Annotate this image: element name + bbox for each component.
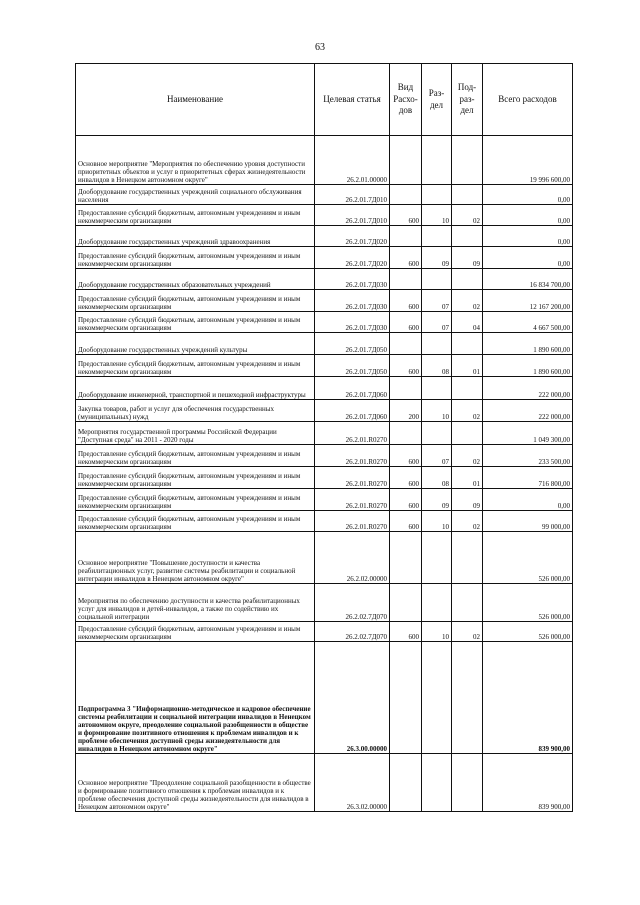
table-row	[76, 467, 573, 489]
row-razdel	[422, 333, 452, 355]
row-total: 12 167 200,00	[483, 290, 573, 312]
row-code: 26.2.01.7Д020	[315, 226, 390, 247]
row-code: 26.2.01.R0270	[315, 511, 390, 532]
row-total: 1 890 600,00	[483, 355, 573, 377]
row-podrazdel	[452, 136, 483, 185]
table-row	[76, 205, 573, 226]
row-vid: 200	[390, 400, 422, 422]
row-name: Мероприятия по обеспечению доступности и качества реабилитационных услуг для инвалидов и детей-инвалидов, а также по содействию их социальной интеграции	[76, 584, 315, 622]
row-vid: 600	[390, 489, 422, 511]
row-razdel: 07	[422, 290, 452, 312]
row-name: Дооборудование государственных учреждений здравоохранения	[76, 226, 315, 247]
table-row	[76, 290, 573, 312]
row-vid	[390, 584, 422, 622]
row-code: 26.2.01.R0270	[315, 467, 390, 489]
table-row	[76, 333, 573, 355]
table-row	[76, 269, 573, 290]
row-code: 26.2.01.7Д030	[315, 312, 390, 333]
row-name: Предоставление субсидий бюджетным, автономным учреждениям и иным некоммерческим организациям	[76, 489, 315, 511]
row-vid: 600	[390, 312, 422, 333]
row-podrazdel: 01	[452, 355, 483, 377]
header-total: Всего расходов	[483, 64, 573, 136]
table-row	[76, 511, 573, 532]
table-row	[76, 422, 573, 445]
row-razdel: 09	[422, 247, 452, 269]
row-code: 26.2.01.7Д010	[315, 185, 390, 205]
row-podrazdel	[452, 584, 483, 622]
row-razdel	[422, 269, 452, 290]
row-razdel	[422, 642, 452, 754]
row-total: 222 000,00	[483, 377, 573, 400]
row-code: 26.2.01.7Д050	[315, 333, 390, 355]
row-name: Предоставление субсидий бюджетным, автономным учреждениям и иным некоммерческим организациям	[76, 445, 315, 467]
table-row	[76, 400, 573, 422]
row-vid	[390, 333, 422, 355]
row-vid	[390, 185, 422, 205]
row-podrazdel	[452, 532, 483, 584]
row-razdel	[422, 584, 452, 622]
row-razdel	[422, 136, 452, 185]
table-row	[76, 532, 573, 584]
row-podrazdel	[452, 226, 483, 247]
row-total: 0,00	[483, 226, 573, 247]
row-razdel	[422, 754, 452, 812]
row-vid: 600	[390, 290, 422, 312]
row-total: 526 000,00	[483, 584, 573, 622]
row-code: 26.3.00.00000	[315, 642, 390, 754]
row-razdel: 10	[422, 511, 452, 532]
row-code: 26.2.02.00000	[315, 532, 390, 584]
row-vid: 600	[390, 622, 422, 642]
row-razdel: 07	[422, 445, 452, 467]
row-razdel: 07	[422, 312, 452, 333]
row-razdel: 10	[422, 622, 452, 642]
row-name: Дооборудование государственных учреждений социального обслуживания населения	[76, 185, 315, 205]
row-total: 4 667 500,00	[483, 312, 573, 333]
row-total: 0,00	[483, 185, 573, 205]
table-row	[76, 489, 573, 511]
row-vid	[390, 136, 422, 185]
row-total: 16 834 700,00	[483, 269, 573, 290]
row-vid: 600	[390, 511, 422, 532]
row-total: 526 000,00	[483, 532, 573, 584]
table-row	[76, 754, 573, 812]
row-podrazdel: 02	[452, 205, 483, 226]
row-code: 26.2.01.7Д060	[315, 377, 390, 400]
row-name: Предоставление субсидий бюджетным, автономным учреждениям и иным некоммерческим организациям	[76, 247, 315, 269]
row-podrazdel	[452, 754, 483, 812]
header-vid: Вид Расхо-дов	[390, 64, 422, 136]
row-code: 26.2.01.R0270	[315, 422, 390, 445]
row-name: Основное мероприятие "Мероприятия по обеспечению уровня доступности приоритетных объектов и услуг в приоритетных сферах жизнедеятельности инвалидов в Ненецком автономном округе"	[76, 136, 315, 185]
row-name: Предоставление субсидий бюджетным, автономным учреждениям и иным некоммерческим организациям	[76, 290, 315, 312]
row-total: 222 000,00	[483, 400, 573, 422]
row-podrazdel	[452, 185, 483, 205]
row-name: Мероприятия государственной программы Российской Федерации "Доступная среда" на 2011 - 2020 годы	[76, 422, 315, 445]
row-vid	[390, 642, 422, 754]
page-number: 63	[315, 42, 325, 53]
row-razdel	[422, 532, 452, 584]
row-podrazdel: 02	[452, 290, 483, 312]
budget-table	[75, 63, 573, 812]
row-name: Основное мероприятие "Преодоление социальной разобщенности в обществе и формирование позитивного отношения к проблемам инвалидов и к проблеме обеспечения доступной среды жизнедеятельности для инвалидов в Ненецком автономном округе"	[76, 754, 315, 812]
row-name: Предоставление субсидий бюджетным, автономным учреждениям и иным некоммерческим организациям	[76, 622, 315, 642]
table-row	[76, 622, 573, 642]
row-name: Предоставление субсидий бюджетным, автономным учреждениям и иным некоммерческим организациям	[76, 205, 315, 226]
row-total: 716 800,00	[483, 467, 573, 489]
row-vid	[390, 422, 422, 445]
row-vid	[390, 269, 422, 290]
row-podrazdel	[452, 377, 483, 400]
row-vid	[390, 532, 422, 584]
row-total: 233 500,00	[483, 445, 573, 467]
row-podrazdel: 04	[452, 312, 483, 333]
row-code: 26.2.01.7Д050	[315, 355, 390, 377]
row-vid: 600	[390, 205, 422, 226]
row-podrazdel	[452, 642, 483, 754]
row-total: 0,00	[483, 205, 573, 226]
row-podrazdel	[452, 422, 483, 445]
row-total: 0,00	[483, 247, 573, 269]
row-podrazdel: 01	[452, 467, 483, 489]
row-code: 26.2.01.00000	[315, 136, 390, 185]
row-vid	[390, 754, 422, 812]
table-row	[76, 445, 573, 467]
row-name: Предоставление субсидий бюджетным, автономным учреждениям и иным некоммерческим организациям	[76, 312, 315, 333]
row-code: 26.2.01.7Д060	[315, 400, 390, 422]
row-code: 26.3.02.00000	[315, 754, 390, 812]
table-row	[76, 226, 573, 247]
row-razdel: 10	[422, 205, 452, 226]
row-name: Предоставление субсидий бюджетным, автономным учреждениям и иным некоммерческим организациям	[76, 467, 315, 489]
row-name: Дооборудование инженерной, транспортной и пешеходной инфраструктуры	[76, 377, 315, 400]
table-row	[76, 185, 573, 205]
row-razdel	[422, 422, 452, 445]
row-razdel	[422, 226, 452, 247]
row-code: 26.2.02.7Д070	[315, 584, 390, 622]
table-header-row	[76, 64, 573, 136]
header-target: Целевая статья	[315, 64, 390, 136]
row-name: Дооборудование государственных образовательных учреждений	[76, 269, 315, 290]
row-name: Дооборудование государственных учреждений культуры	[76, 333, 315, 355]
row-name: Предоставление субсидий бюджетным, автономным учреждениям и иным некоммерческим организациям	[76, 355, 315, 377]
row-vid: 600	[390, 467, 422, 489]
row-razdel: 09	[422, 489, 452, 511]
row-code: 26.2.01.7Д030	[315, 290, 390, 312]
table-row	[76, 355, 573, 377]
table-row	[76, 247, 573, 269]
row-podrazdel: 09	[452, 247, 483, 269]
table-row	[76, 642, 573, 754]
row-code: 26.2.01.7Д020	[315, 247, 390, 269]
row-podrazdel: 02	[452, 622, 483, 642]
row-podrazdel: 09	[452, 489, 483, 511]
header-razdel: Раз-дел	[422, 64, 452, 136]
row-razdel: 08	[422, 467, 452, 489]
row-razdel	[422, 377, 452, 400]
row-podrazdel	[452, 269, 483, 290]
row-vid: 600	[390, 247, 422, 269]
row-vid: 600	[390, 355, 422, 377]
header-name: Наименование	[76, 64, 315, 136]
row-code: 26.2.01.R0270	[315, 445, 390, 467]
row-total: 1 890 600,00	[483, 333, 573, 355]
row-podrazdel: 02	[452, 400, 483, 422]
row-razdel: 08	[422, 355, 452, 377]
row-podrazdel: 02	[452, 511, 483, 532]
row-total: 19 996 600,00	[483, 136, 573, 185]
row-vid	[390, 226, 422, 247]
table-row	[76, 377, 573, 400]
row-code: 26.2.01.7Д010	[315, 205, 390, 226]
table-row	[76, 136, 573, 185]
row-name: Закупка товаров, работ и услуг для обеспечения государственных (муниципальных) нужд	[76, 400, 315, 422]
row-name: Подпрограмма 3 "Информационно-методическое и кадровое обеспечение системы реабилитации и социальной интеграции инвалидов в Ненецком автономном округе, преодоление социальной разобщенности в обществе и формирование позитивного отношения к проблемам инвалидов и к проблеме обеспечения доступной среды жизнедеятельности для инвалидов в Ненецком автономном округе"	[76, 642, 315, 754]
row-vid: 600	[390, 445, 422, 467]
row-total: 839 900,00	[483, 642, 573, 754]
header-podrazdel: Под-раз-дел	[452, 64, 483, 136]
row-razdel: 10	[422, 400, 452, 422]
row-podrazdel: 02	[452, 445, 483, 467]
row-code: 26.2.02.7Д070	[315, 622, 390, 642]
row-podrazdel	[452, 333, 483, 355]
row-name: Основное мероприятие "Повышение доступности и качества реабилитационных услуг, развитие системы реабилитации и социальной интеграции инвалидов в Ненецком автономном округе"	[76, 532, 315, 584]
row-total: 526 000,00	[483, 622, 573, 642]
row-total: 0,00	[483, 489, 573, 511]
row-name: Предоставление субсидий бюджетным, автономным учреждениям и иным некоммерческим организациям	[76, 511, 315, 532]
row-code: 26.2.01.7Д030	[315, 269, 390, 290]
table-row	[76, 584, 573, 622]
row-total: 839 900,00	[483, 754, 573, 812]
table-row	[76, 312, 573, 333]
row-code: 26.2.01.R0270	[315, 489, 390, 511]
row-total: 99 000,00	[483, 511, 573, 532]
row-total: 1 049 300,00	[483, 422, 573, 445]
row-vid	[390, 377, 422, 400]
row-razdel	[422, 185, 452, 205]
